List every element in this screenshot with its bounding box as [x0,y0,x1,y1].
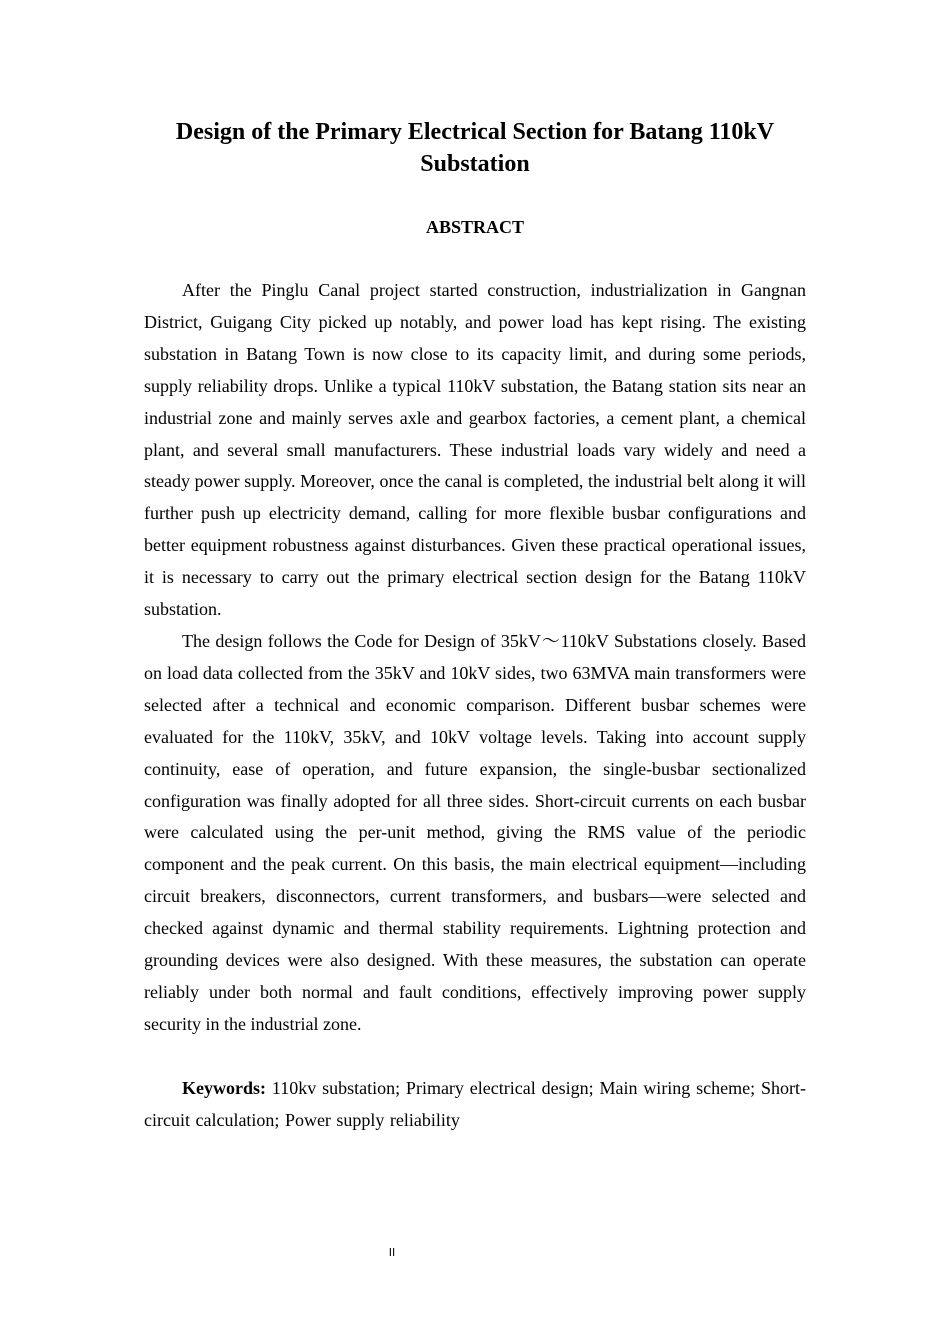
keywords-label: Keywords: [182,1078,266,1098]
document-title: Design of the Primary Electrical Section for Batang 110kV Substation [175,119,775,177]
keywords-line [144,1073,806,1137]
abstract-body [144,275,806,1041]
abstract-paragraph-1: After the Pinglu Canal project started construction, industrialization in Gangnan District, Guigang City picked up notably, and power load has kept rising. The existing substation in Batang Town is now close to its capacity limit, and during some periods, supply reliability drops. Unlike a typical 110kV substation, the Batang station sits near an industrial zone and mainly serves axle and gearbox factories, a cement plant, a chemical plant, and several small manufacturers. These industrial loads vary widely and need a steady power supply. Moreover, once the canal is completed, the industrial belt along it will further push up electricity demand, calling for more flexible busbar configurations and better equipment robustness against disturbances. Given these practical operational issues, it is necessary to carry out the primary electrical section design for the Batang 110kV substation. [144,280,806,620]
abstract-heading: ABSTRACT [425,217,525,237]
page-number: II [388,1246,396,1259]
keywords-text: 110kv substation; Primary electrical design; Main wiring scheme; Short-circuit calculation; Power supply reliability [144,1078,807,1130]
abstract-paragraph-2: The design follows the Code for Design of 35kV～110kV Substations closely. Based on load data collected from the 35kV and 10kV sides, two 63MVA main transformers were selected after a technical and economic comparison. Different busbar schemes were evaluated for the 110kV, 35kV, and 10kV voltage levels. Taking into account supply continuity, ease of operation, and future expansion, the single-busbar sectionalized configuration was finally adopted for all three sides. Short-circuit currents on each busbar were calculated using the per-unit method, giving the RMS value of the periodic component and the peak current. On this basis, the main electrical equipment—including circuit breakers, disconnectors, current transformers, and busbars—were selected and checked against dynamic and thermal stability requirements. Lightning protection and grounding devices were also designed. With these measures, the substation can operate reliably under both normal and fault conditions, effectively improving power supply security in the industrial zone. [144,630,806,1034]
